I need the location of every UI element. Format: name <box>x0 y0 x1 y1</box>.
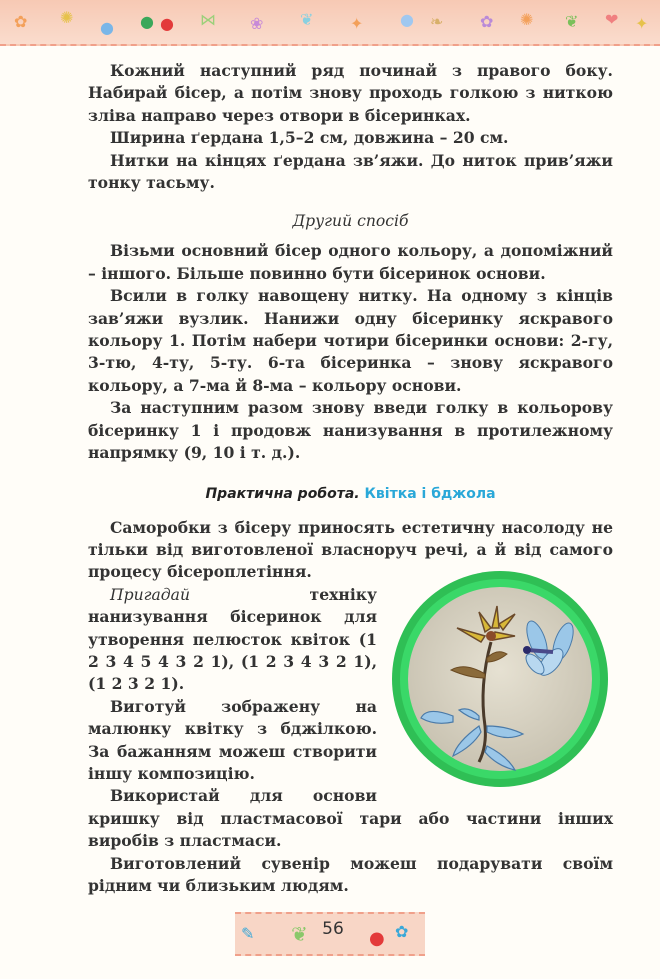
paragraph: Кожний наступний ряд починай з правого боку. Набирай бісер, а потім знову проходь голкою з ниткою зліва направо через отвори в бісеринках. <box>88 61 613 125</box>
paragraph: Саморобки з бісеру приносять естетичну насолоду не тільки від виготовленої власноруч речі, а й від самого процесу бісероплетіння. <box>88 517 613 582</box>
paragraph: Ширина ґердана 1,5–2 см, довжина – 20 см. <box>110 128 509 148</box>
paragraph: За наступним разом знову введи голку в кольорову бісеринку 1 і продовж нанизування в протилежному напрямку (9, 10 і т. д.). <box>88 398 613 463</box>
section-heading: Другий спосіб <box>292 212 409 231</box>
leaf-icon: ❦ <box>300 10 314 29</box>
bead-icon: ● <box>160 14 174 33</box>
paragraph-text: техніку нанизування бісеринок для утворення пелюсток квіток (1 2 3 4 5 4 3 2 1), (1 2 3 4 3 2 1), (1 2 3 2 1). <box>88 584 377 694</box>
practical-title: Квітка і бджола <box>364 485 496 502</box>
dot-icon: ● <box>100 18 114 37</box>
flower-icon: ❀ <box>250 14 264 33</box>
dot-icon: ● <box>400 10 414 29</box>
leaf-icon: ❧ <box>430 12 444 31</box>
leaf-icon: ❦ <box>291 922 308 946</box>
page-content <box>88 60 613 897</box>
lid-illustration <box>387 566 613 792</box>
star-icon: ✦ <box>350 14 364 33</box>
paragraph: Нитки на кінцях ґердана зв’яжи. До ниток прив’яжи тонку тасьму. <box>88 150 613 193</box>
paragraph: Виготовлений сувенір можеш подарувати своїм рідним чи близьким людям. <box>88 853 613 895</box>
emphasis-text: Пригадай <box>110 585 191 604</box>
heart-icon: ❤ <box>605 10 619 29</box>
sun-icon: ✺ <box>520 10 534 29</box>
flower-icon: ✿ <box>395 922 409 941</box>
practical-label: Практична робота. <box>205 485 360 502</box>
bow-icon: ⋈ <box>200 10 216 29</box>
flower-icon: ✿ <box>480 12 494 31</box>
bead-icon: ● <box>140 12 154 31</box>
flower-icon: ✿ <box>14 12 28 31</box>
top-decorative-band <box>0 0 660 46</box>
leaf-icon: ❦ <box>565 12 579 31</box>
pencil-icon: ✎ <box>241 924 255 943</box>
paragraph: Візьми основний бісер одного кольору, а допоміжний – іншого. Більше повинно бути бісеринок основи. <box>88 241 613 283</box>
practical-work-heading <box>88 483 613 505</box>
paragraph: Використай для основи кришку від пластмасової тари або частини інших виробів з пластмаси. <box>88 786 613 851</box>
sun-icon: ✺ <box>60 8 74 27</box>
beaded-flower-bee-image <box>387 566 613 792</box>
paragraph: Всили в голку навощену нитку. На одному з кінців зав’яжи вузлик. Нанижи одну бісеринку яскравого кольору 1. Потім набери чотири бісеринки основи: 2-гу, 3-тю, 4-ту, 5-ту. 6-та бісеринка – знову яскравого кольору, а 7-ма й 8-ма – кольору основи. <box>88 286 613 395</box>
page-number: 56 <box>322 919 344 939</box>
paragraph: Виготуй зображену на малюнку квітку з бджілкою. За бажанням можеш створити іншу композицію. <box>88 696 377 783</box>
star-icon: ✦ <box>635 14 649 33</box>
bead-icon: ● <box>369 928 385 949</box>
